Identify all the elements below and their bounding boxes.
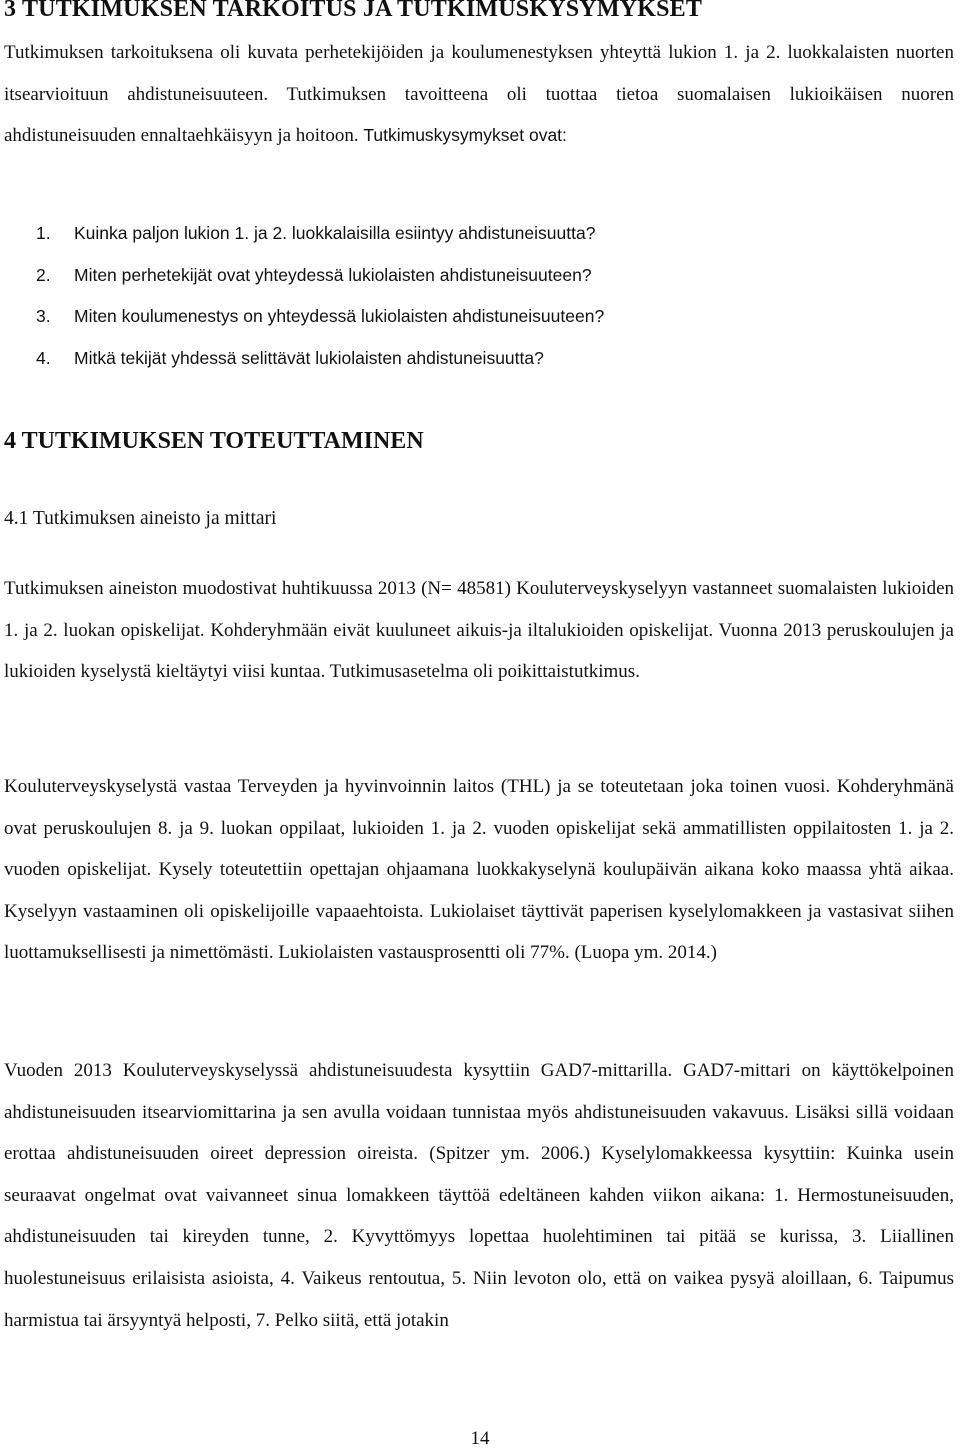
list-item-number: 3. (36, 306, 51, 327)
intro-paragraph (4, 32, 954, 157)
paragraph-aineisto: Tutkimuksen aineiston muodostivat huhtikuussa 2013 (N= 48581) Kouluterveyskyselyyn vastanneet suomalaisten lukioiden 1. ja 2. luokan opiskelijat. Kohderyhmään eivät kuuluneet aikuis-ja iltalukioiden opiskelijat. Vuonna 2013 peruskoulujen ja lukioiden kyselystä kieltäytyi viisi kuntaa. Tutkimusasetelma oli poikittaistutkimus. (4, 578, 954, 683)
list-item-text: Miten koulumenestys on yhteydessä lukiolaisten ahdistuneisuuteen? (74, 306, 605, 327)
section-4-1-heading: 4.1 Tutkimuksen aineisto ja mittari (4, 508, 277, 529)
list-item-number: 2. (36, 264, 51, 285)
research-questions-list (36, 213, 604, 379)
list-item (36, 213, 604, 255)
list-item-number: 4. (36, 347, 51, 368)
list-item-number: 1. (36, 223, 51, 243)
paragraph-gad7: Vuoden 2013 Kouluterveyskyselyssä ahdistuneisuudesta kysyttiin GAD7-mittarilla. GAD7-mittari on käyttökelpoinen ahdistuneisuuden itsearviomittarina ja sen avulla voidaan tunnistaa myös ahdistuneisuuden vakavuus. Lisäksi sillä voidaan erottaa ahdistuneisuuden oireet depression oireista. (Spitzer ym. 2006.) Kyselylomakkeessa kysyttiin: Kuinka usein seuraavat ongelmat ovat vaivanneet sinua lomakkeen täyttöä edeltäneen kahden viikon aikana: 1. Hermostuneisuuden, ahdistuneisuuden tai kireyden tunne, 2. Kyvyttömyys lopettaa huolehtiminen tai pitää se kurissa, 3. Liiallinen huolestuneisuus erilaisista asioista, 4. Vaikeus rentoutua, 5. Niin levoton olo, että on vaikea pysyä aloillaan, 6. Taipumus harmistua tai ärsyyntyä helposti, 7. Pelko siitä, että jotakin (4, 1060, 954, 1331)
intro-text: Tutkimuksen tarkoituksena oli kuvata perhetekijöiden ja koulumenestyksen yhteyttä lukion 1. ja 2. luokkalaisten nuorten itsearvioituun ahdistuneisuuteen. Tutkimuksen tavoitteena oli tuottaa tietoa suomalaisen lukioikäisen nuoren ahdistuneisuuden ennaltaehkäisyyn ja hoitoon. (4, 42, 954, 147)
list-item (36, 338, 604, 380)
list-item (36, 255, 604, 297)
page-number: 14 (470, 1428, 490, 1449)
paragraph-kouluterveyskysely: Kouluterveyskyselystä vastaa Terveyden ja hyvinvoinnin laitos (THL) ja se toteutetaan joka toinen vuosi. Kohderyhmänä ovat peruskoulujen 8. ja 9. luokan oppilaat, lukioiden 1. ja 2. vuoden opiskelijat sekä ammatillisten oppilaitosten 1. ja 2. vuoden opiskelijat. Kysely toteutettiin opettajan ohjaamana luokkakyselynä koulupäivän aikana koko maassa yhtä aikaa. Kyselyyn vastaaminen oli opiskelijoille vapaaehtoista. Lukiolaiset täyttivät paperisen kyselylomakkeen ja vastasivat siihen luottamuksellisesti ja nimettömästi. Lukiolaisten vastausprosentti oli 77%. (Luopa ym. 2014.) (4, 776, 954, 964)
chapter-3-heading: 3 TUTKIMUKSEN TARKOITUS JA TUTKIMUSKYSYMYKSET (4, 0, 703, 22)
list-item-text: Miten perhetekijät ovat yhteydessä lukiolaisten ahdistuneisuuteen? (74, 264, 592, 285)
research-questions-lead: Tutkimuskysymykset ovat: (363, 125, 567, 146)
list-item-text: Kuinka paljon lukion 1. ja 2. luokkalaisilla esiintyy ahdistuneisuutta? (74, 223, 596, 243)
list-item (36, 296, 604, 338)
list-item-text: Mitkä tekijät yhdessä selittävät lukiolaisten ahdistuneisuutta? (74, 347, 544, 368)
chapter-4-heading: 4 TUTKIMUKSEN TOTEUTTAMINEN (4, 428, 424, 454)
